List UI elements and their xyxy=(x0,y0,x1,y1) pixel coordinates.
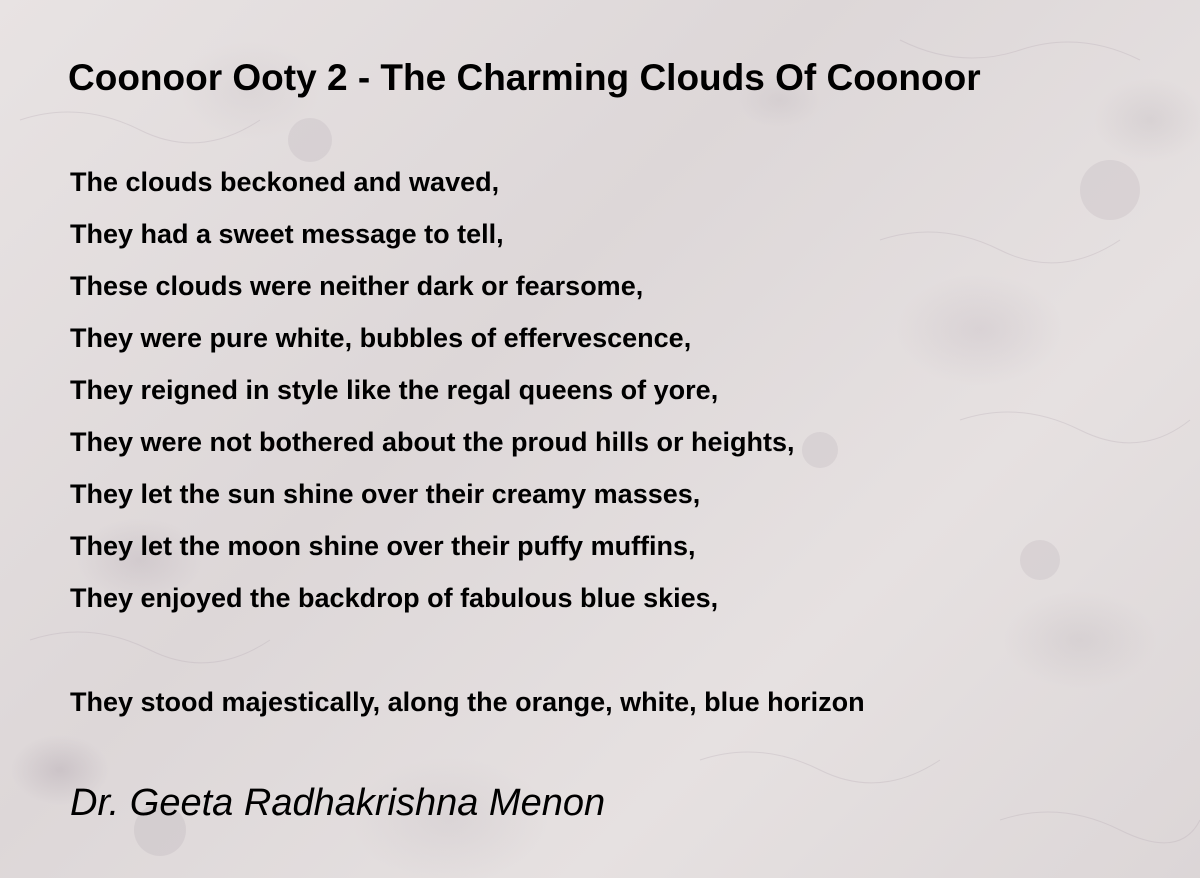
poem-line: The clouds beckoned and waved, xyxy=(70,167,500,197)
poem-line: They reigned in style like the regal queens of yore, xyxy=(70,375,719,405)
poem-line: They enjoyed the backdrop of fabulous blue skies, xyxy=(70,583,719,613)
poem-title: Coonoor Ooty 2 - The Charming Clouds Of Coonoor xyxy=(68,57,981,98)
poem-line: They had a sweet message to tell, xyxy=(70,219,504,249)
poem-line: These clouds were neither dark or fearsome, xyxy=(70,271,644,301)
poem-line: They let the sun shine over their creamy masses, xyxy=(70,479,701,509)
stanza-2 xyxy=(70,676,865,728)
poem-line: They were pure white, bubbles of effervescence, xyxy=(70,323,692,353)
poem-line: They stood majestically, along the orange, white, blue horizon xyxy=(70,687,865,717)
poem-line: They let the moon shine over their puffy muffins, xyxy=(70,531,696,561)
stanza-1 xyxy=(70,156,795,624)
poem-author: Dr. Geeta Radhakrishna Menon xyxy=(70,782,606,824)
poem-line: They were not bothered about the proud hills or heights, xyxy=(70,427,795,457)
